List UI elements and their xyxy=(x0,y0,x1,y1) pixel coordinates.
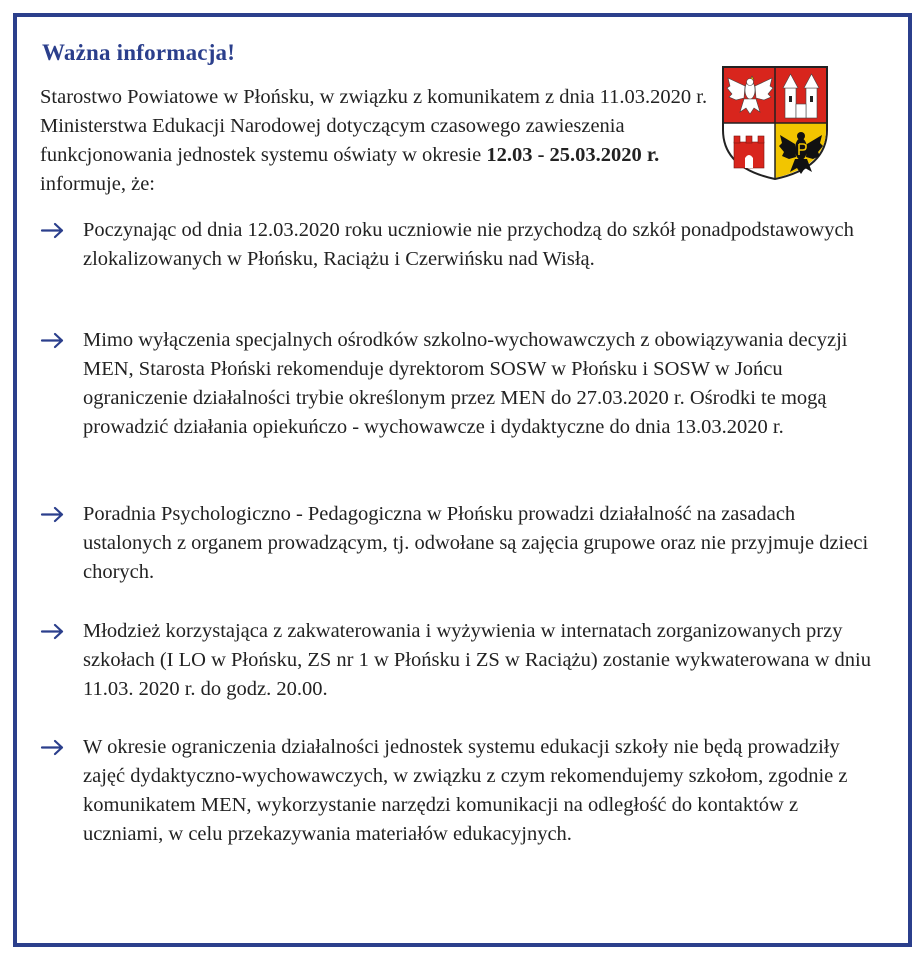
arrow-right-icon xyxy=(40,216,66,245)
arrow-right-icon xyxy=(40,500,66,529)
arrow-right-icon xyxy=(40,733,66,762)
intro-text-after: informuje, że: xyxy=(40,173,155,195)
list-item-text: Poczynając od dnia 12.03.2020 roku uczniowie nie przychodzą do szkół ponadpodstawowych zlokalizowanych w Płońsku, Raciążu i Czerwińsku nad Wisłą. xyxy=(83,219,854,270)
intro-dates: 12.03 - 25.03.2020 r. xyxy=(486,144,660,166)
intro-paragraph xyxy=(40,83,720,199)
list-item-text: Młodzież korzystająca z zakwaterowania i wyżywienia w internatach zorganizowanych przy szkołach (I LO w Płońsku, ZS nr 1 w Płońsku i ZS w Raciążu) zostanie wykwaterowana w dniu 11.03. 2020 r. do godz. 20.00. xyxy=(83,620,871,700)
intro-text-before: Starostwo Powiatowe w Płońsku, w związku z komunikatem z dnia 11.03.2020 r. Ministerstwa Edukacji Narodowej dotyczącym czasowego zawieszenia funkcjonowania jednostek systemu oświaty w okresie xyxy=(40,86,708,166)
coat-of-arms-icon xyxy=(720,64,830,182)
list-item-text: Poradnia Psychologiczno - Pedagogiczna w Płońsku prowadzi działalność na zasadach ustalonych z organem prowadzącym, tj. odwołane są zajęcia grupowe oraz nie przyjmuje dzieci chorych. xyxy=(83,503,869,583)
page-title: Ważna informacja! xyxy=(42,40,236,65)
list-item-text: Mimo wyłączenia specjalnych ośrodków szkolno-wychowawczych z obowiązywania decyzji MEN, Starosta Płoński rekomenduje dyrektorom SOSW w Płońsku i SOSW w Jońcu ograniczenie działalności trybie określonym przez MEN do 27.03.2020 r. Ośrodki te mogą prowadzić działania opiekuńczo - wychowawcze i dydaktyczne do dnia 13.03.2020 r. xyxy=(83,329,848,438)
arrow-right-icon xyxy=(40,326,66,355)
arrow-right-icon xyxy=(40,617,66,646)
list-item-text: W okresie ograniczenia działalności jednostek systemu edukacji szkoły nie będą prowadziły zajęć dydaktyczno-wychowawczych, w związku z czym rekomendujemy szkołom, zgodnie z komunikatem MEN, wykorzystanie narzędzi komunikacji na odległość do kontaktów z uczniami, w celu przekazywania materiałów edukacyjnych. xyxy=(83,736,848,845)
